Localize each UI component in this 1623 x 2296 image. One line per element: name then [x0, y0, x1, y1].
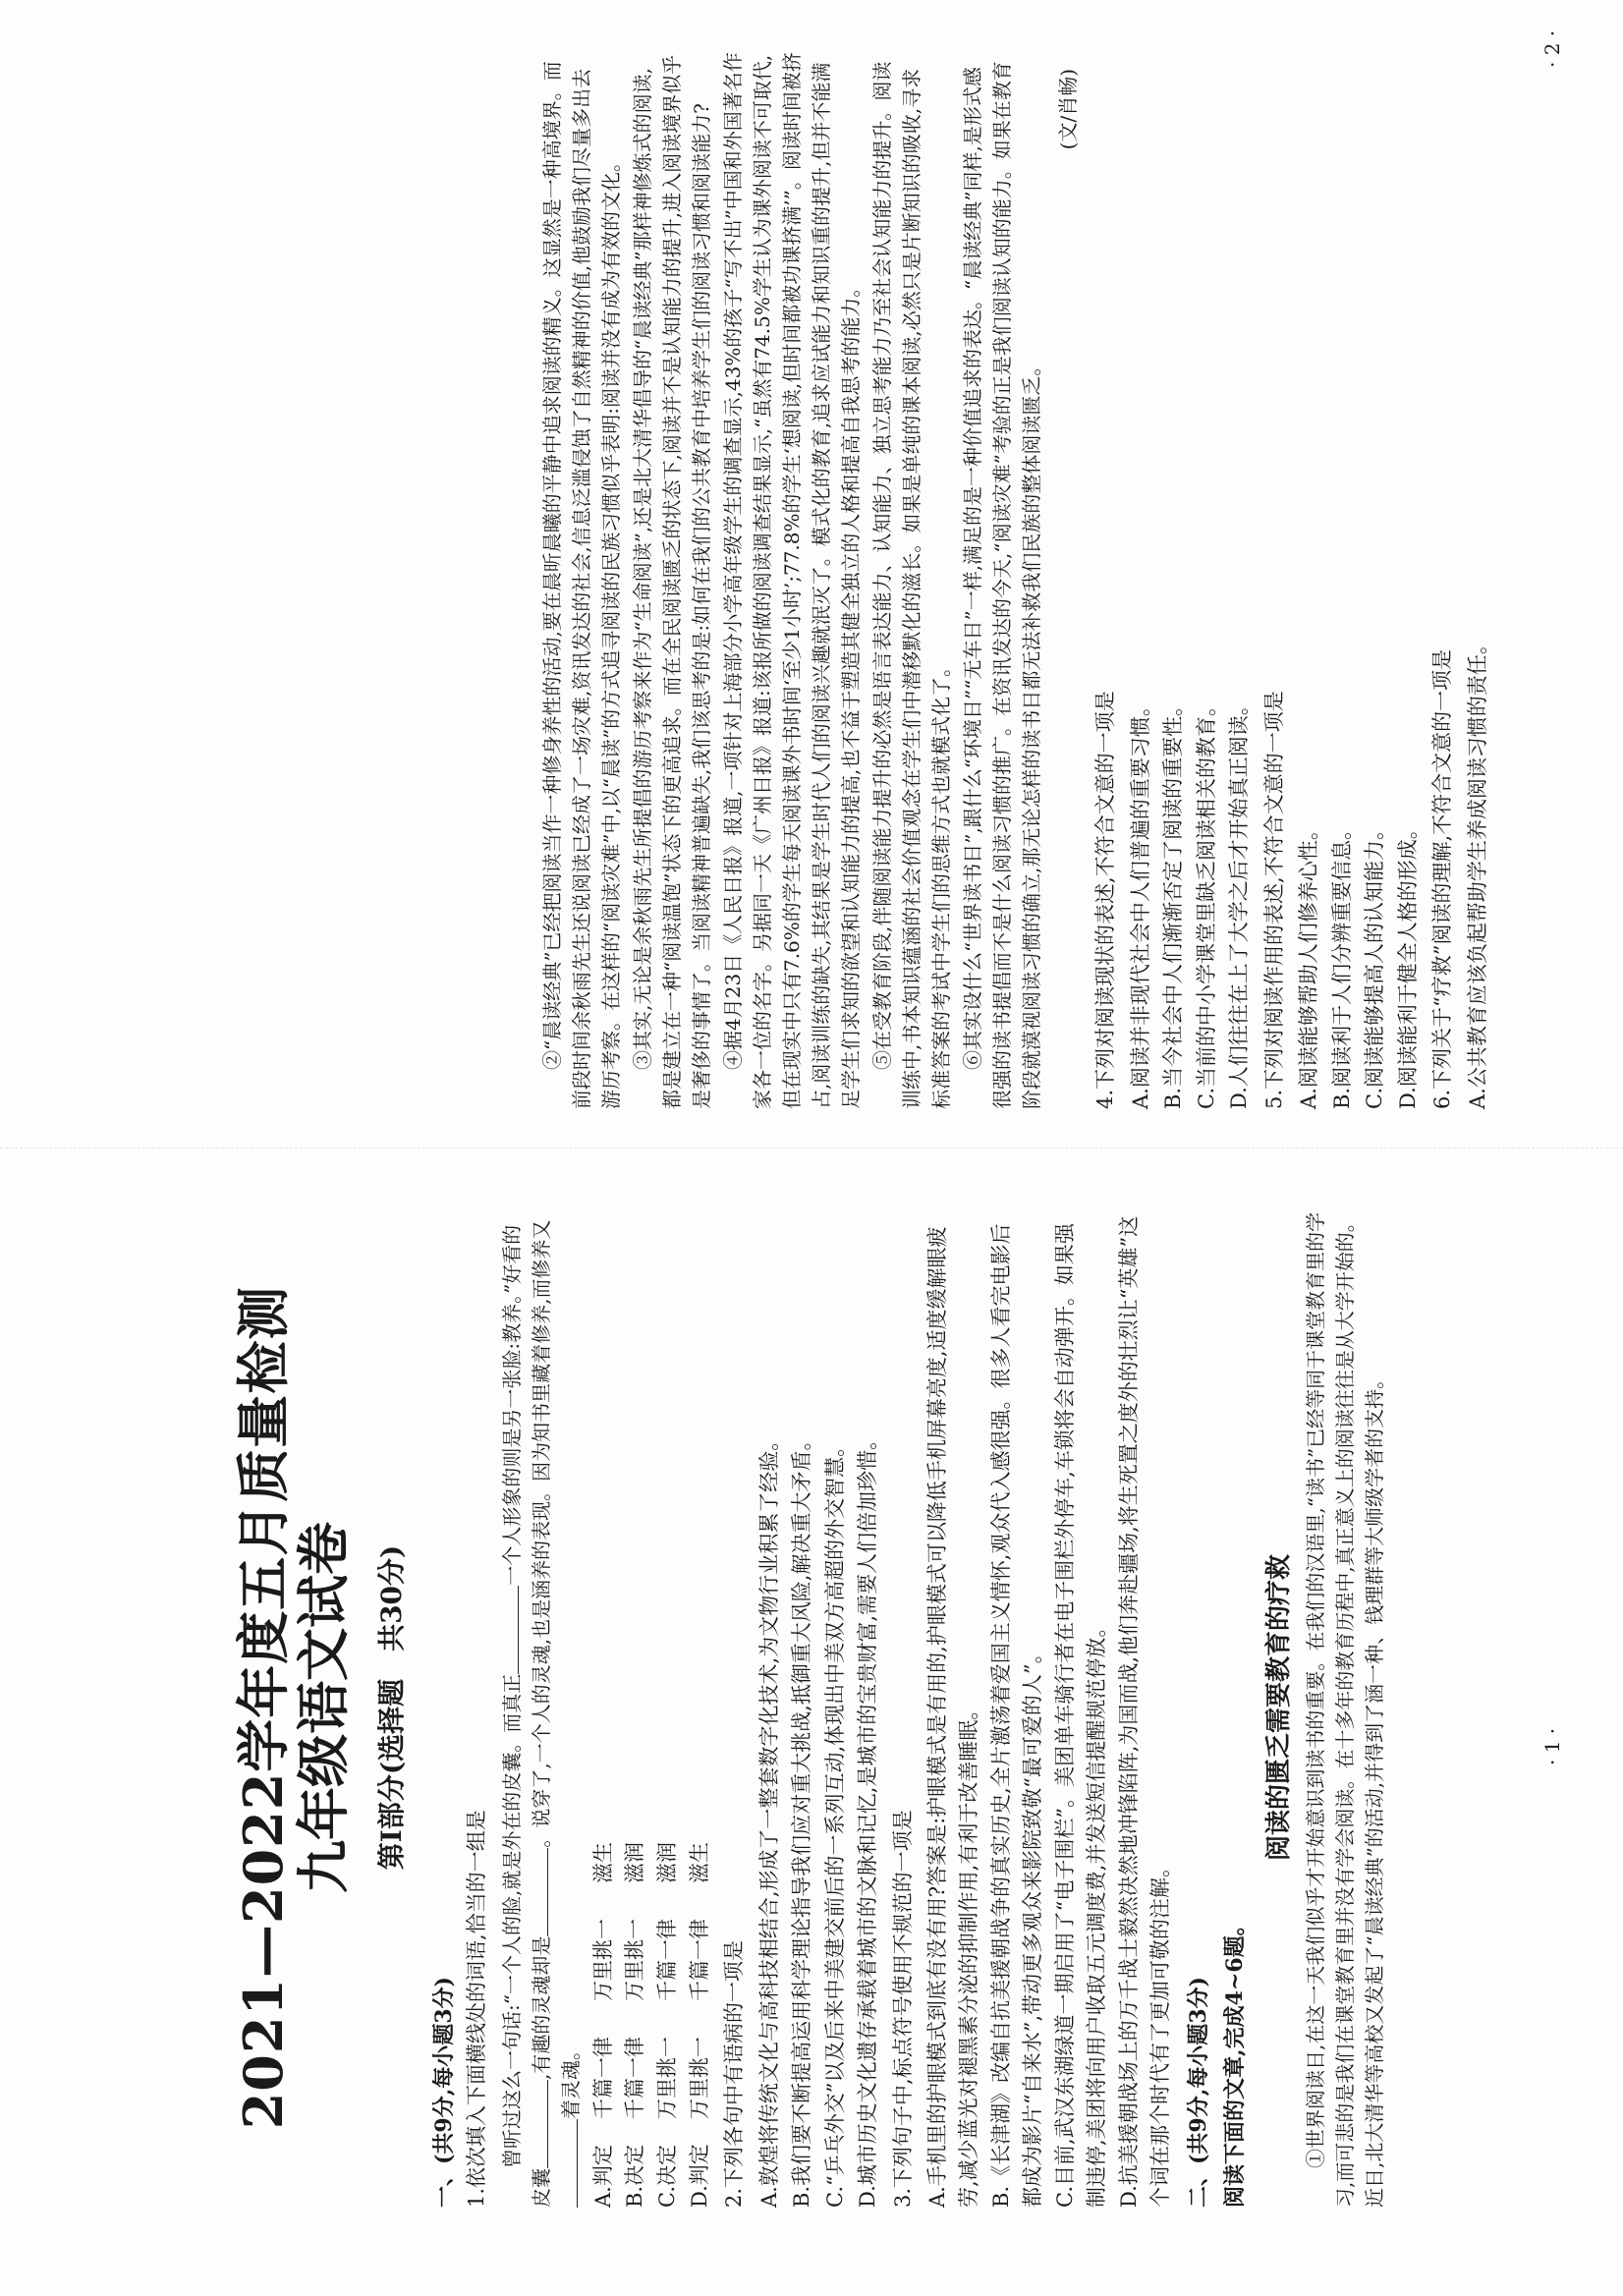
q6-option-a: A.公共教育应该负起帮助学生养成阅读习惯的责任。: [1465, 634, 1489, 1109]
question-6-stem: 6.下列关于“疗救”阅读的理解,不符合文意的一项是: [1430, 648, 1454, 1109]
q3-option-c: C.目前,武汉东湖绿道一期启用了“电子围栏”。美团单车骑行者在电子围栏外停车,车锁将会自动弹开。如果强制违停,美团将向用户收取五元调度费,并发送短信提醒规范停放。: [1053, 1223, 1108, 2208]
q1-option-a: [588, 1207, 620, 2208]
q4-option-a: A.阅读并非现代社会中人们普遍的重要习惯。: [1128, 696, 1152, 1109]
question-1-options: [588, 1207, 715, 2208]
section-2-heading: 二、(共9分,每小题3分): [1186, 1976, 1212, 2208]
q1-passage-part-1: 曾听过这么一句话:“一个人的脸,就是外在的皮囊。而真正: [499, 1673, 524, 2168]
page-number-1: · 1 ·: [1540, 1727, 1564, 1765]
q3-option-b: B.《长津湖》改编自抗美援朝战争的真实历史,全片激荡着爱国主义情怀,观众代入感很强。很多人看完电影后都成为影片“自来水”,带动更多观众来影院致敬“最可爱的人”。: [989, 1223, 1044, 2208]
essay-paragraph-4: ④据4月23日《人民日报》报道,一项针对上海部分小学高年级学生的调查显示,43%的孩子“写不出”中国和外国著名作家各一位的名字。另据同一天《广州日报》报道:该报所做的阅读调查结果显示,“虽然有74.5%学生认为课外阅读不可取代,但在现实中只有7.6%的学生每天阅读课外书时间‘至少1小时’;77.8%的学生‘想阅读,但时间都被功课挤满’”。阅读时间被挤占,阅读训练的缺失,其结果是学生时代人们的阅读兴趣就泯灭了。模式化的教育,追求应试能力和知识重的提升,但并不能满足学生们求知的欲望和认知能力的提高,也不益于塑造其健全独立的人格和提高自我思考的能力。: [721, 52, 863, 1109]
q1-passage-part-4: 。说穿了,一个人的灵魂,也是涵养的表现。因为知书里藏着修养,而修养又: [529, 1219, 553, 1848]
essay-paragraph-6: ⑥其实设什么“世界读书日”,跟什么“环境日”“无车日”一样,满足的是一种价值追求的表达。“晨读经典”同样,是形式感很强的读书提倡而不是什么阅读习惯的推广。在资讯发达的今天,“阅读灾难”考验的正是我们阅读认知的能力。如果在教育阶段就漠视阅读习惯的确立,那无论怎样的读书日都无法补救我们民族的整体阅读匮乏。: [961, 61, 1043, 1109]
q2-option-c: C.“乒乓外交”以及后来中美建交前后的一系列互动,体现出中美双方高超的外交智慧。: [822, 1435, 847, 2208]
blank-4: [559, 2119, 578, 2208]
q2-option-d: D.城市历史文化遗存承载着城市的文脉和记忆,是城市的宝贵财富,需要人们倍加珍惜。: [856, 1428, 880, 2208]
q1-passage-part-3: ,有趣的灵魂却是: [529, 1935, 553, 2080]
q2-option-a: A.敦煌将传统文化与高科技相结合,形成了一整套数字化技术,为文物行业积累了经验。: [756, 1429, 781, 2208]
q1-option-b: [619, 1207, 651, 2208]
question-1-passage: [497, 1207, 586, 2208]
q4-option-d: D.人们往往在上了大学之后才开始真正阅读。: [1227, 695, 1251, 1109]
q1-passage-part-5: 着灵魂。: [558, 2041, 583, 2119]
q4-option-c: C.当前的中小学课堂里缺乏阅读相关的教育。: [1194, 696, 1218, 1109]
q1-option-d: [684, 1207, 716, 2208]
blank-1: [500, 1586, 519, 1674]
question-5-stem: 5.下列对阅读作用的表述,不符合文意的一项是: [1261, 691, 1286, 1109]
q1-option-c: [651, 1207, 684, 2208]
q1-c-label: C.决定: [654, 2145, 679, 2208]
question-1-stem: 1.依次填入下面横线处的词语,恰当的一组是: [465, 1810, 489, 2208]
q1-a-label: A.判定: [590, 2145, 615, 2208]
q1-d-word-2: 千篇一律: [687, 1919, 711, 2001]
q1-b-word-3: 滋润: [623, 1842, 647, 1883]
q1-b-word-1: 千篇一律: [623, 2037, 647, 2119]
q1-d-word-1: 万里挑一: [687, 2037, 711, 2119]
q2-option-b: B.我们要不断提高运用科学理论指导我们应对重大挑战,抵御重大风险,解决重大矛盾。: [790, 1429, 814, 2208]
essay-paragraph-5: ⑤在受教育阶段,伴随阅读能力提升的必然是语言表达能力、认知能力、独立思考能力乃至社会认知能力的提升。阅读训练中,书本知识蕴涵的社会价值观念在学生们中潜移默化的滋长。如果是单纯的课本阅读,必然只是片断知识的吸收,寻求标准答案的考试中学生们的思维方式也就模式化了。: [870, 61, 953, 1109]
essay-title: 阅读的匮乏需要教育的疗救: [1264, 1554, 1295, 1862]
page-number-2: · 2 ·: [1540, 29, 1564, 68]
q5-option-c: C.阅读能够提高人的认知能力。: [1363, 819, 1386, 1109]
q5-option-b: B.阅读利于人们分辨重要信息。: [1329, 818, 1354, 1109]
q1-c-word-3: 滋润: [654, 1842, 679, 1883]
q1-a-word-1: 千篇一律: [590, 2037, 615, 2119]
question-2-stem: 2.下列各句中有语病的一项是: [722, 1939, 747, 2208]
q3-option-d: D.抗美援朝战场上的万千战士毅然决然地冲锋陷阵,为国而战,他们奔赴疆场,将生死置之度外的壮烈让“英雄”这个词在那个时代有了更加可敬的注解。: [1117, 1215, 1172, 2208]
q1-d-word-3: 滋生: [687, 1842, 711, 1883]
q1-d-label: D.判定: [687, 2144, 711, 2208]
exam-subtitle: 九年级语文试卷: [291, 1522, 355, 1893]
q3-option-a: A.手机里的护眼模式到底有没有用?答案是:护眼模式是有用的,护眼模式可以降低手机屏幕亮度,适度缓解眼疲劳,减少蓝光对褪黑素分泌的抑制作用,有利于改善睡眠。: [925, 1226, 980, 2208]
blank-3: [530, 1848, 548, 1936]
section-2-instruction: 阅读下面的文章,完成4~6题。: [1222, 1914, 1249, 2208]
q1-a-word-2: 万里挑一: [590, 1919, 615, 2001]
q1-b-word-2: 万里挑一: [623, 1919, 647, 2001]
question-3-stem: 3.下列句子中,标点符号使用不规范的一项是: [890, 1810, 915, 2208]
page-1: [0, 1148, 1623, 2296]
q5-option-d: D.阅读能利于健全人格的形成。: [1395, 818, 1420, 1109]
part-heading: 第Ⅰ部分(选择题 共30分): [375, 1544, 409, 1871]
essay-paragraph-1: ①世界阅读日,在这一天我们似乎才开始意识到读书的重要。在我们的汉语里,“读书”已经等同于课堂教育里的学习,而可悲的是我们在课堂教育里并没有学会阅读。在十多年的教育历程中,真正意义上的阅读往往是从大学开始的。近日,北大清华等高校又发起了“晨读经典”的活动,并得到了涵一种、钱理群等大师级学者的支持。: [1304, 1211, 1387, 2208]
q1-b-label: B.决定: [623, 2144, 647, 2208]
q5-option-a: A.阅读能够帮助人们修养心性。: [1297, 819, 1320, 1109]
essay-paragraph-2: ②“晨读经典”已经把阅读当作一种修身养性的活动,要在晨昕晨曦的平静中追求阅读的精义。这显然是一种高境界。而前段时间余秋雨先生还说阅读已经成了一场灾难,资讯发达的社会,信息泛滥侵蚀了自然精神的价值,他鼓励我们尽量多出去游历考察。在这样的“阅读灾难”中,以“晨读”的方式追寻阅读的民族习惯似乎表明:阅读并没有成为有效的文化。: [540, 61, 623, 1109]
q1-a-word-3: 滋生: [590, 1842, 615, 1883]
q4-option-b: B.当今社会中人们渐渐否定了阅读的重要性。: [1161, 695, 1185, 1109]
section-1-heading: 一、(共9分,每小题3分): [431, 1976, 458, 2208]
q1-passage-part-2: 一个人形象的则是另一张脸:教养。”好看的皮囊: [499, 1224, 553, 2208]
question-4-stem: 4.下列对阅读现状的表述,不符合文意的一项是: [1093, 691, 1117, 1109]
exam-title: 2021—2022学年度五月质量检测: [232, 1285, 295, 2130]
essay-paragraph-3: ③其实,无论是余秋雨先生所提倡的游历考察来作为“生命阅读”,还是北大清华倡导的“晨读经典”那样神修炼式的阅读,都是建立在一种“阅读温饱”状态下的更高追求。而在全民阅读匮乏的状态下,阅读并不是认知能力的提升,进入阅读境界似乎是奢侈的事情了。当阅读精神普遍缺失,我们该思考的是:如何在我们的公共教育中培养学生们的阅读习惯和阅读能力?: [631, 54, 713, 1109]
blank-2: [530, 2080, 548, 2168]
q1-c-word-1: 万里挑一: [654, 2037, 679, 2119]
q1-c-word-2: 千篇一律: [654, 1919, 679, 2001]
essay-author: (文/肖畅): [1056, 69, 1080, 150]
